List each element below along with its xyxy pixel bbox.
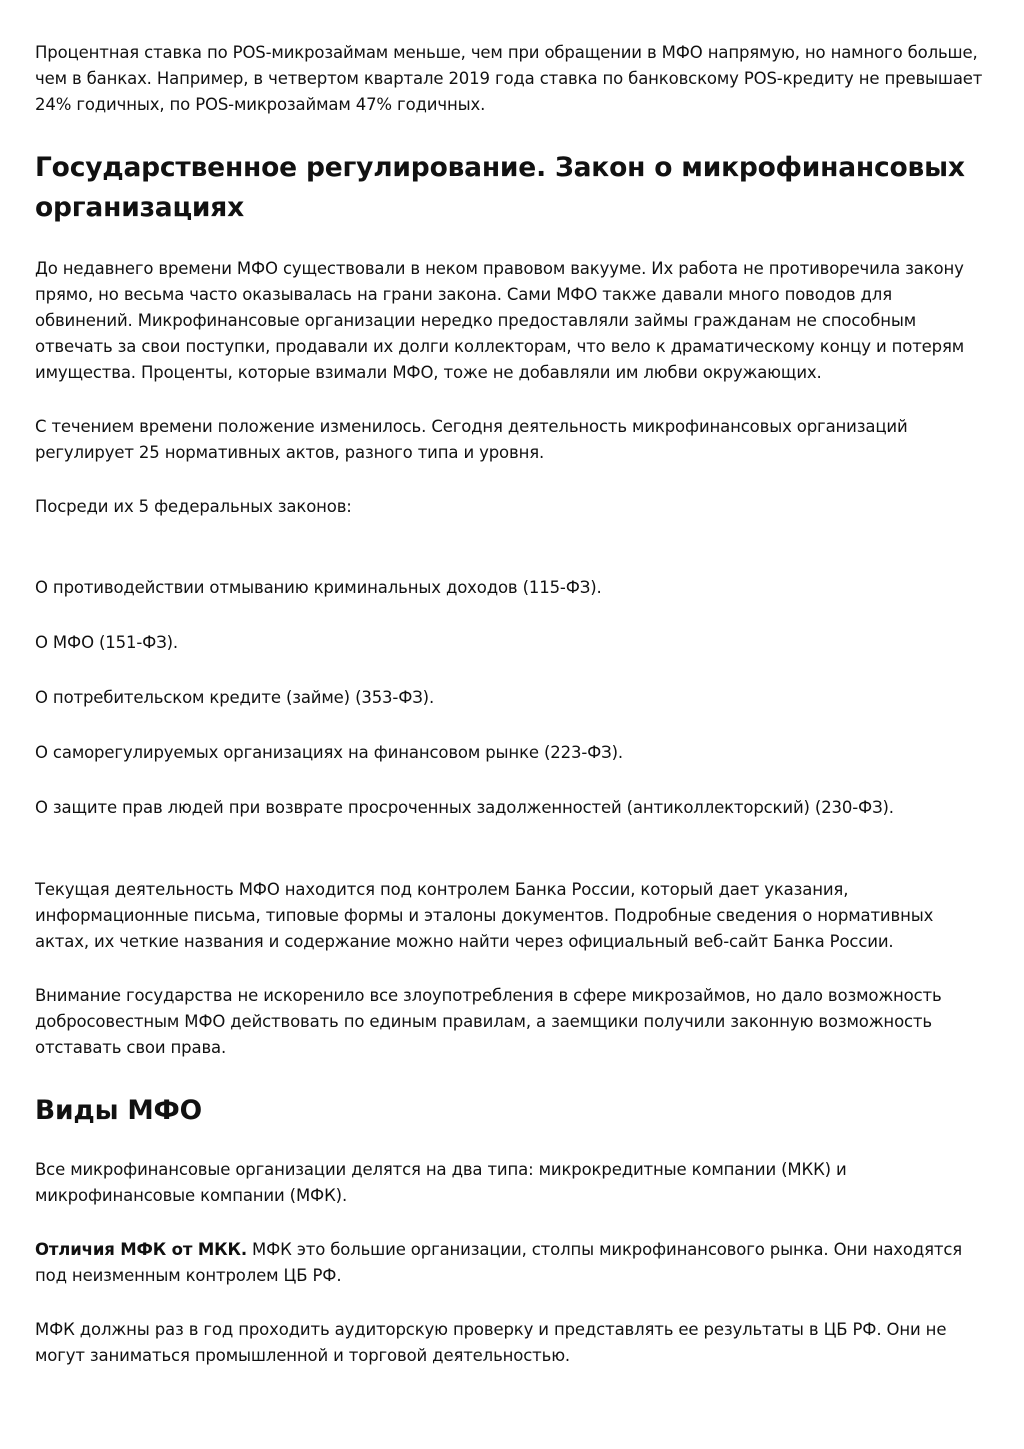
regulation-heading: Государственное регулирование. Закон о микрофинансовых организациях: [35, 152, 965, 223]
regulation-paragraph-5: Внимание государства не искоренило все злоупотребления в сфере микрозаймов, но дало возможность добросовестным МФО действовать по единым правилам, а заемщики получили законную возможность отставать свои права.: [35, 986, 942, 1057]
law-item: О потребительском кредите (займе) (353-ФЗ).: [35, 688, 435, 707]
law-item: О противодействии отмыванию криминальных доходов (115-ФЗ).: [35, 578, 602, 597]
types-paragraph-3: МФК должны раз в год проходить аудиторскую проверку и представлять ее результаты в ЦБ РФ. Они не могут заниматься промышленной и торговой деятельностью.: [35, 1320, 947, 1365]
regulation-paragraph-3: Посреди их 5 федеральных законов:: [35, 497, 352, 516]
types-paragraph-2-bold: Отличия МФК от МКК.: [35, 1240, 247, 1259]
regulation-paragraph-4: Текущая деятельность МФО находится под контролем Банка России, который дает указания, информационные письма, типовые формы и эталоны документов. Подробные сведения о нормативных актах, их четкие названия и содержание можно найти через официальный веб-сайт Банка России.: [35, 880, 934, 951]
law-item: О МФО (151-ФЗ).: [35, 633, 179, 652]
types-heading: Виды МФО: [35, 1095, 202, 1126]
types-paragraph-2: [35, 1237, 990, 1289]
law-item: О саморегулируемых организациях на финансовом рынке (223-ФЗ).: [35, 743, 623, 762]
regulation-paragraph-1: До недавнего времени МФО существовали в неком правовом вакууме. Их работа не противоречила закону прямо, но весьма часто оказывалась на грани закона. Сами МФО также давали много поводов для обвинений. Микрофинансовые организации нередко предоставляли займы гражданам не способным отвечать за свои поступки, продавали их долги коллекторам, что вело к драматическому концу и потерям имущества. Проценты, которые взимали МФО, тоже не добавляли им любви окружающих.: [35, 259, 965, 382]
types-paragraph-1: Все микрофинансовые организации делятся на два типа: микрокредитные компании (МКК) и микрофинансовые компании (МФК).: [35, 1160, 847, 1205]
intro-paragraph: Процентная ставка по POS-микрозаймам меньше, чем при обращении в МФО напрямую, но намного больше, чем в банках. Например, в четвертом квартале 2019 года ставка по банковскому POS-кредиту не превышает 24% годичных, по POS-микрозаймам 47% годичных.: [35, 43, 983, 114]
law-item: О защите прав людей при возврате просроченных задолженностей (антиколлекторский) (230-ФЗ).: [35, 798, 894, 817]
regulation-paragraph-2: С течением времени положение изменилось. Сегодня деятельность микрофинансовых организаций регулирует 25 нормативных актов, разного типа и уровня.: [35, 417, 908, 462]
types-paragraph-2-text: МФК это большие организации, столпы микрофинансового рынка. Они находятся под неизменным контролем ЦБ РФ.: [35, 1240, 963, 1285]
